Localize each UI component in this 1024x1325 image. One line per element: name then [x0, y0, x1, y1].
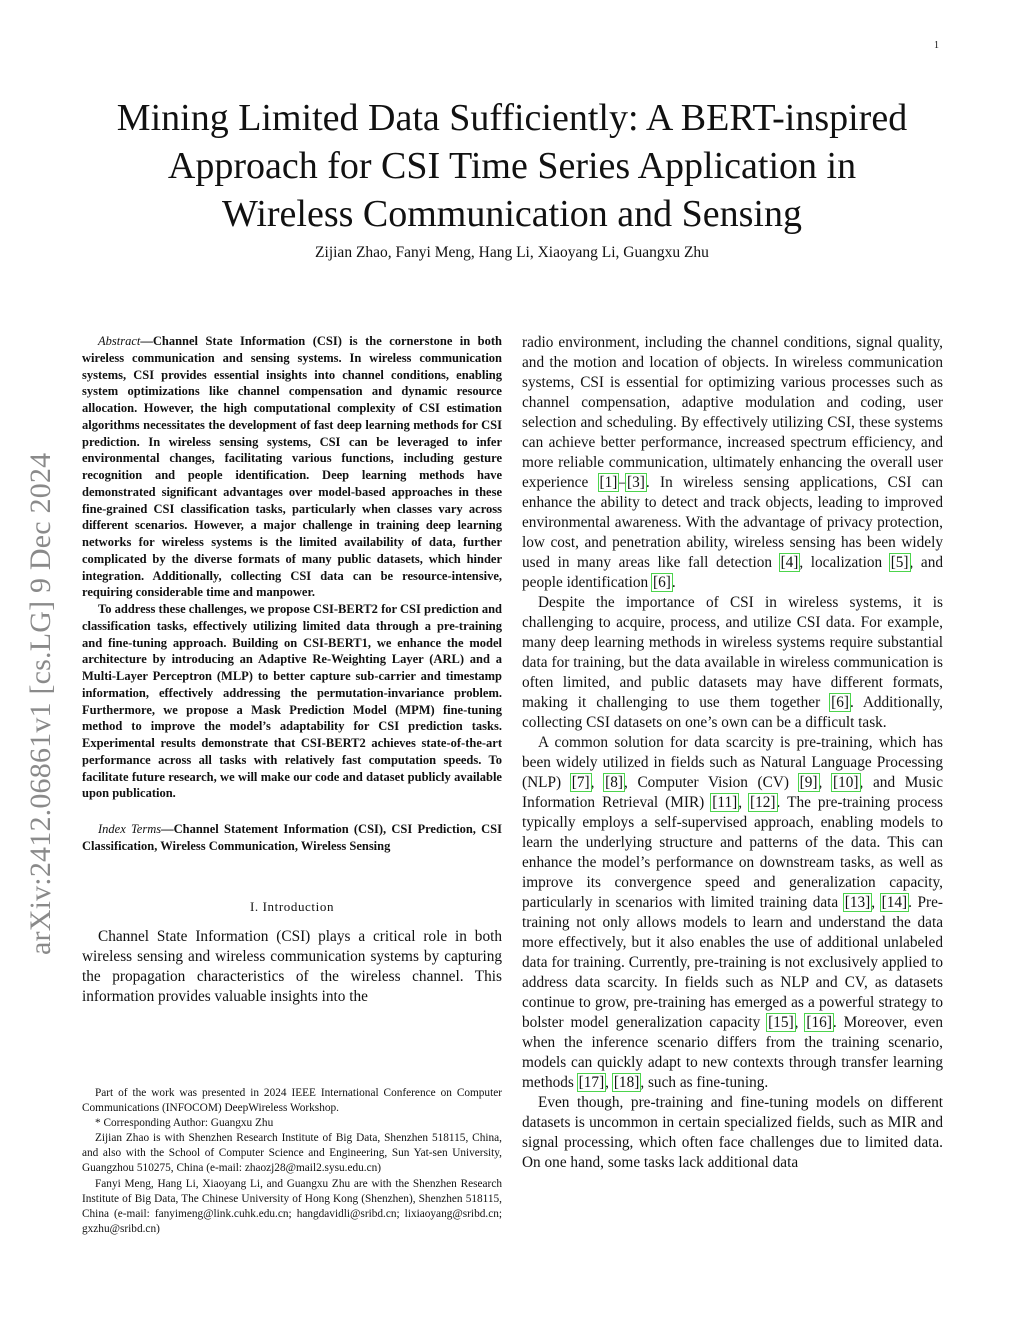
text-run: . Moreover, even when the inference scenario differs from the training scenario, models can quickly adapt to new contexts through transfer learning methods — [522, 1014, 943, 1091]
title-line: Approach for CSI Time Series Application in — [167, 145, 857, 187]
footnote: Zijian Zhao is with Shenzhen Research Institute of Big Data, Shenzhen 518115, China, and also with the School of Computer Science and Engineering, Sun Yat-sen University, Guangzhou 510275, China (e-mail: zhaozj28@mail2.sysu.edu.cn) — [82, 1132, 502, 1175]
citation-link[interactable]: [6] — [831, 694, 849, 711]
section-heading: I. Introduction — [249, 898, 335, 914]
text-run: . In wireless sensing applications, CSI can enhance the ability to detect and track objects, leading to improved environmental awareness. With the advantage of privacy protection, low cost, and penetration ability, wireless sensing has been widely used in many areas like fall detection — [522, 474, 943, 571]
text-run: , — [871, 894, 881, 911]
citation-link[interactable]: [10] — [833, 774, 859, 791]
text-run: Despite the importance of CSI in wireless systems, it is challenging to acquire, process, and utilize CSI data. For example, many deep learning methods in wireless systems require substantial data for training, but the data available in wireless communication is often limited, and public datasets may have different formats, making it challenging to use them together — [522, 594, 943, 711]
body-paragraph: Channel State Information (CSI) plays a critical role in both wireless sensing and wireless communication systems by capturing the propagation characteristics of the wireless channel. This information provides valuable insights into the — [82, 927, 502, 1005]
citation-link[interactable]: [5] — [890, 554, 909, 571]
citation-link[interactable]: [3] — [627, 474, 645, 491]
author-list: Zijian Zhao, Fanyi Meng, Hang Li, Xiaoyang Li, Guangxu Zhu — [315, 244, 709, 261]
citation-link[interactable]: [11] — [712, 794, 738, 811]
citation-link[interactable]: [15] — [768, 1014, 794, 1031]
citation-link[interactable]: [16] — [806, 1014, 832, 1031]
abstract-label: Abstract — [98, 334, 141, 348]
body-paragraph — [522, 733, 943, 1093]
text-run: radio environment, including the channel conditions, signal quality, and the motion and location of objects. In wireless communication systems, CSI is essential for optimizing various processes such as channel compensation, adaptive modulation and coding, user selection and scheduling. By effectively utilizing CSI, these systems can achieve better performance, increased spectrum efficiency, and more reliable communication, ultimately enhancing the overall user experience — [522, 334, 943, 491]
citation-link[interactable]: [8] — [605, 774, 623, 791]
text-run: – — [618, 474, 627, 491]
index-terms-label: Index Terms — [98, 822, 162, 836]
abstract-paragraph: Abstract—Channel State Information (CSI) is the cornerstone in both wireless communication and sensing systems. In wireless communication systems, CSI provides essential insights into channel conditions, enabling system optimizations like channel compensation and dynamic resource allocation. However, the high computational complexity of CSI estimation algorithms necessitates the development of fast deep learning methods for CSI prediction. In wireless sensing systems, CSI can be leveraged to infer environmental changes, facilitating various functions, including gesture recognition and people identification. Deep learning methods have demonstrated significant advantages over model-based approaches in these fine-grained CSI classification tasks, particularly when classes vary across different scenarios. However, a major challenge in training deep learning networks for wireless systems is the limited availability of data, further complicated by the diverse formats of many public datasets, which hinder integration. Additionally, collecting CSI data can be resource-intensive, requiring considerable time and manpower. — [82, 334, 502, 600]
citation-link[interactable]: [18] — [613, 1074, 640, 1091]
citation-link[interactable]: [6] — [652, 574, 671, 591]
abstract-text: Channel State Information (CSI) is the cornerstone in both wireless communication and sensing systems. In wireless communication systems, CSI provides essential insights into channel conditions, enabling system optimizations like channel compensation and dynamic resource allocation. However, the high computational complexity of CSI estimation algorithms necessitates the development of fast deep learning methods for CSI prediction. In wireless sensing systems, CSI can be leveraged to infer environmental changes, facilitating various functions, including gesture recognition and people identification. Deep learning methods have demonstrated significant advantages over model-based approaches in these fine-grained CSI classification tasks, particularly when classes vary across different scenarios. However, a major challenge in training deep learning networks for wireless systems is the limited availability of data, further complicated by the diverse formats of many public datasets, which hinder integration. Additionally, collecting CSI data can be resource-intensive, requiring considerable time and manpower. — [82, 334, 502, 600]
body-paragraph — [522, 333, 943, 593]
text-run: , and people identification — [522, 554, 943, 591]
text-run: . — [671, 574, 676, 591]
text-run: , — [738, 794, 750, 811]
text-run: , — [590, 774, 605, 791]
left-column — [82, 333, 502, 1007]
citation-link[interactable]: [12] — [750, 794, 776, 811]
text-run: , and Music Information Retrieval (MIR) — [522, 774, 944, 811]
citation-link[interactable]: [17] — [578, 1074, 605, 1091]
text-run: , — [794, 1014, 806, 1031]
body-paragraph — [522, 593, 943, 733]
abstract-paragraph: To address these challenges, we propose CSI-BERT2 for CSI prediction and classification tasks, effectively utilizing limited data through a pre-training and fine-tuning approach. Building on CSI-BERT1, we enhance the model architecture by introducing an Adaptive Re-Weighting Layer (ARL) and a Multi-Layer Perceptron (MLP) to better capture sub-carrier and timestamp information, effectively addressing the permutation-invariance problem. Furthermore, we propose a Mask Prediction Model (MPM) fine-tuning method to improve the model’s adaptability for CSI prediction tasks. Experimental results demonstrate that CSI-BERT2 achieves state-of-the-art performance across all tasks with relatively fast computation speeds. To facilitate future research, we will make our code and dataset publicly available upon publication. — [82, 602, 502, 801]
text-run: A common solution for data scarcity is pre-training, which has been widely utilized in fields such as Natural Language Processing (NLP) — [522, 734, 943, 791]
text-run: , localization — [799, 554, 890, 571]
text-run: , such as fine-tuning. — [640, 1074, 769, 1091]
citation-link[interactable]: [9] — [799, 774, 818, 791]
citation-link[interactable]: [14] — [881, 894, 908, 911]
footnote: Part of the work was presented in 2024 IEEE International Conference on Computer Communications (INFOCOM) DeepWireless Workshop. — [82, 1087, 502, 1115]
citation-link[interactable]: [4] — [780, 554, 799, 571]
footnote: * Corresponding Author: Guangxu Zhu — [95, 1117, 274, 1130]
index-terms-text: Channel Statement Information (CSI), CSI Prediction, CSI Classification, Wireless Communication, Wireless Sensing — [82, 822, 502, 853]
title-line: Mining Limited Data Sufficiently: A BERT-inspired — [116, 97, 908, 139]
paper-title — [60, 94, 964, 238]
text-run: . Additionally, collecting CSI datasets on one’s own can be a difficult task. — [522, 694, 944, 731]
text-run: , — [818, 774, 833, 791]
index-terms: Index Terms—Channel Statement Information (CSI), CSI Prediction, CSI Classification, Wireless Communication, Wireless Sensing — [82, 822, 502, 853]
title-line: Wireless Communication and Sensing — [221, 193, 802, 235]
body-paragraph: Even though, pre-training and fine-tuning models on different datasets is uncommon in certain specialized fields, such as MIR and signal processing, which often face challenges due to limited data. On one hand, some tasks lack additional data — [522, 1094, 943, 1171]
intro-text-left — [82, 927, 502, 1007]
text-run: , — [605, 1074, 613, 1091]
citation-link[interactable]: [1] — [599, 474, 618, 491]
arxiv-identifier: arXiv:2412.06861v1 [cs.LG] 9 Dec 2024 — [24, 452, 57, 955]
text-run: . Pre-training not only allows models to learn and understand the data more effectively, but it also enables the use of additional unlabeled data for training. Currently, pre-training is not exclusively applied to address data scarcity. In fields such as NLP and CV, as datasets continue to grow, pre-training has emerged as a powerful strategy to bolster model generalization capacity — [522, 894, 943, 1031]
intro-text-right — [522, 333, 943, 1173]
text-run: . The pre-training process typically employs a self-supervised approach, enabling models to learn the underlying structure and patterns of the data. This can enhance the model’s performance on downstream tasks, as well as improve its convergence speed and generalization capacity, particularly in scenarios with limited training data — [522, 794, 943, 911]
citation-link[interactable]: [7] — [571, 774, 590, 791]
text-run: , Computer Vision (CV) — [623, 774, 799, 791]
citation-link[interactable]: [13] — [844, 894, 871, 911]
page-number: 1 — [934, 40, 939, 51]
right-column — [522, 333, 943, 1173]
footnote: Fanyi Meng, Hang Li, Xiaoyang Li, and Guangxu Zhu are with the Shenzhen Research Institute of Big Data, The Chinese University of Hong Kong (Shenzhen), Shenzhen 518115, China (e-mail: fanyimeng@link.cuhk.edu.cn; hangdavidli@sribd.cn; lixiaoyang@sribd.cn; gxzhu@sribd.cn) — [82, 1177, 502, 1235]
footnotes — [82, 1086, 502, 1237]
abstract — [82, 333, 502, 802]
